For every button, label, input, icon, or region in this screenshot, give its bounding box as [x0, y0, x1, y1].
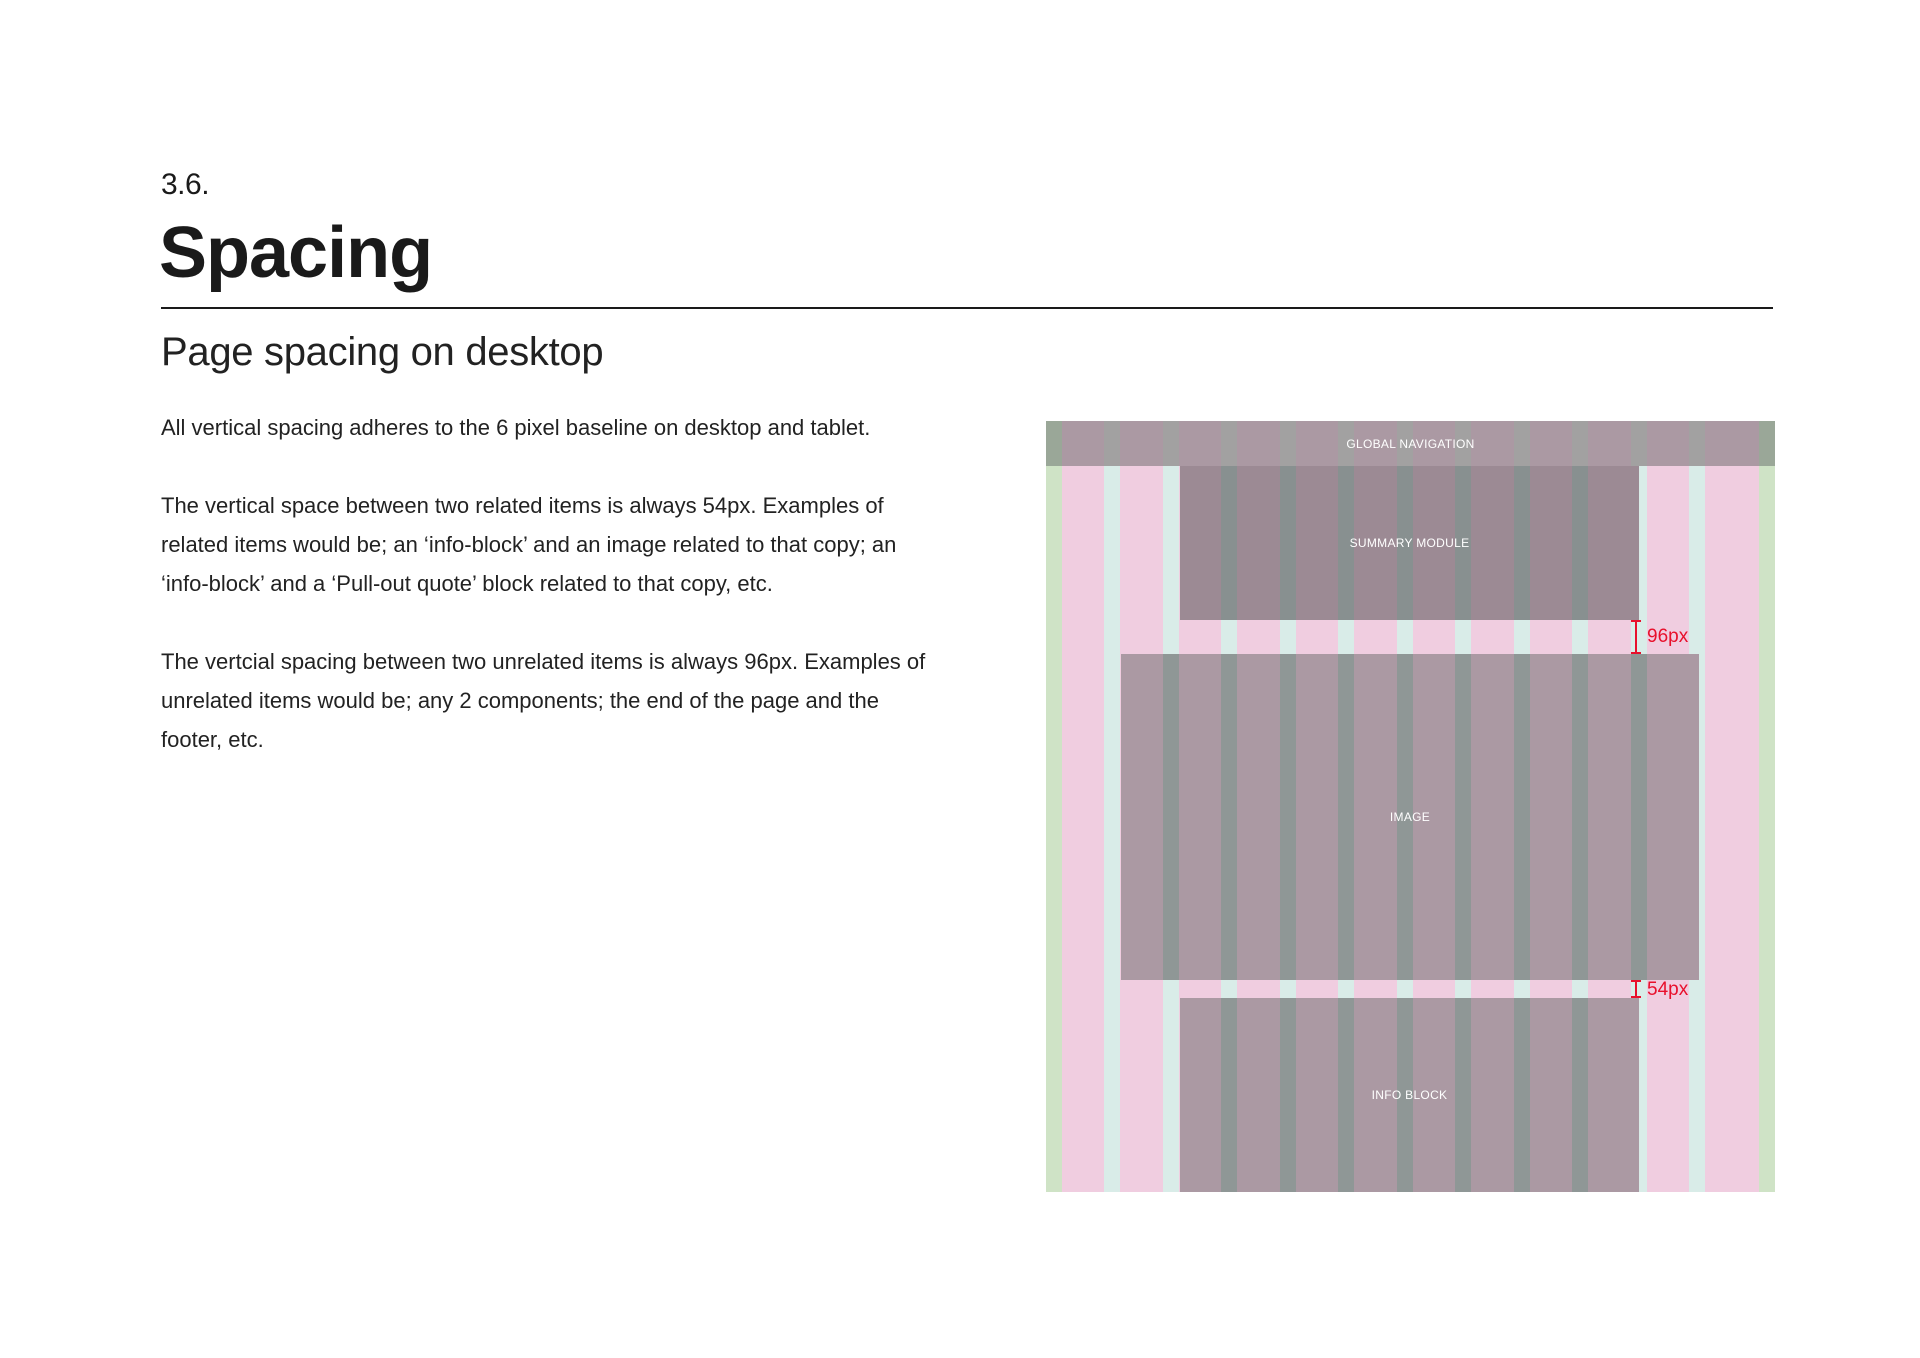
measure-96px-label: 96px — [1647, 626, 1689, 647]
block-gutter-shade — [1455, 998, 1471, 1192]
nav-edge-right — [1759, 421, 1775, 466]
paragraph-unrelated-spacing: The vertcial spacing between two unrelated items is always 96px. Examples of unrelated items would be; any 2 components; the end of the page and the footer, etc. — [161, 649, 926, 752]
block-gutter-shade — [1572, 466, 1588, 620]
nav-gutter-shade — [1631, 421, 1647, 466]
image-block — [1121, 654, 1699, 980]
page-subtitle: Page spacing on desktop — [161, 330, 604, 374]
paragraph-baseline: All vertical spacing adheres to the 6 pixel baseline on desktop and tablet. — [161, 415, 871, 440]
grid-gutter — [1104, 421, 1120, 1192]
global-navigation-block — [1046, 421, 1775, 466]
nav-gutter-shade — [1280, 421, 1296, 466]
info-block — [1180, 998, 1639, 1192]
section-number: 3.6. — [161, 168, 210, 201]
nav-gutter-shade — [1572, 421, 1588, 466]
nav-gutter-shade — [1514, 421, 1530, 466]
block-gutter-shade — [1221, 466, 1237, 620]
block-gutter-shade — [1338, 654, 1354, 980]
global-navigation-label: GLOBAL NAVIGATION — [1346, 436, 1475, 451]
measure-96px — [1631, 620, 1641, 654]
summary-module-block — [1180, 466, 1639, 620]
nav-edge-left — [1046, 421, 1062, 466]
body-text — [161, 408, 941, 798]
image-label: IMAGE — [1389, 810, 1431, 824]
block-gutter-shade — [1163, 654, 1179, 980]
block-gutter-shade — [1572, 998, 1588, 1192]
block-gutter-shade — [1338, 998, 1354, 1192]
block-gutter-shade — [1514, 466, 1530, 620]
measure-54px-label: 54px — [1647, 979, 1689, 1000]
margin-right-strip — [1759, 421, 1775, 1192]
block-gutter-shade — [1572, 654, 1588, 980]
info-block-label: INFO BLOCK — [1371, 1088, 1448, 1102]
block-gutter-shade — [1631, 654, 1647, 980]
spacing-diagram — [1046, 421, 1775, 1192]
title-divider — [161, 307, 1773, 309]
measure-54px — [1631, 980, 1641, 998]
nav-gutter-shade — [1221, 421, 1237, 466]
block-gutter-shade — [1280, 998, 1296, 1192]
block-gutter-shade — [1221, 654, 1237, 980]
block-gutter-shade — [1221, 998, 1237, 1192]
nav-gutter-shade — [1689, 421, 1705, 466]
nav-gutter-shade — [1104, 421, 1120, 466]
block-gutter-shade — [1514, 654, 1530, 980]
nav-gutter-shade — [1163, 421, 1179, 466]
paragraph-related-spacing: The vertical space between two related items is always 54px. Examples of related items would be; an ‘info-block’ and an image related to that copy; an ‘info-block’ and a ‘Pull-out quote’ block related to that copy, etc. — [161, 493, 897, 596]
block-gutter-shade — [1280, 654, 1296, 980]
block-gutter-shade — [1455, 654, 1471, 980]
block-gutter-shade — [1280, 466, 1296, 620]
page-title: Spacing — [159, 213, 433, 293]
margin-left-strip — [1046, 421, 1062, 1192]
summary-module-label: SUMMARY MODULE — [1349, 536, 1470, 550]
block-gutter-shade — [1514, 998, 1530, 1192]
